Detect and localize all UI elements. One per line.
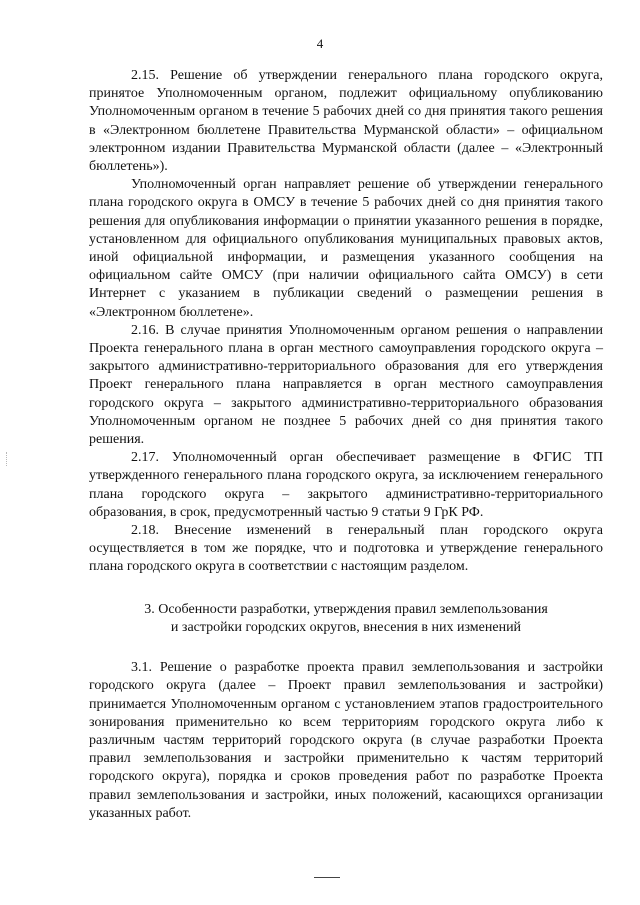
paragraph-2-18: 2.18. Внесение изменений в генеральный план городского округа осуществляется в том же порядке, что и подготовка и утверждение генерального плана городского округа в соответствии с настоящим разделом. bbox=[89, 523, 603, 575]
paragraph-2-15: 2.15. Решение об утверждении генерального плана городского округа, принятое Уполномоченным органом, подлежит официальному опубликованию Уполномоченным органом в течение 5 рабочих дней со дня принятия такого решения в «Электронном бюллетене Правительства Мурманской области» – официальном электронном издании Правительства Мурманской области (далее – «Электронный бюллетень»). bbox=[89, 68, 603, 175]
footer-rule bbox=[314, 877, 340, 878]
section-3-heading bbox=[89, 601, 603, 637]
document-body bbox=[89, 67, 603, 823]
paragraph-2-16: 2.16. В случае принятия Уполномоченным органом решения о направлении Проекта генерального плана в орган местного самоуправления городского округа – закрытого административно-территориального образования для его утверждения Проект генерального плана направляется в орган местного самоуправления городского округа – закрытого административно-территориального образования Уполномоченным органом не позднее 5 рабочих дней со дня принятия такого решения. bbox=[89, 322, 603, 448]
scan-margin-mark bbox=[6, 452, 10, 466]
section-heading-line-1: 3. Особенности разработки, утверждения правил землепользования bbox=[144, 601, 548, 617]
paragraph-2-15-publication: Уполномоченный орган направляет решение об утверждении генерального плана городского округа в ОМСУ в течение 5 рабочих дней со дня принятия такого решения для опубликования информации о принятии указанного решения в порядке, установленном для официального опубликования муниципальных правовых актов, иной официальной информации, и размещения указанного сообщения на официальном сайте ОМСУ (при наличии официального сайта ОМСУ) в сети Интернет с указанием в публикации сведений о размещении решения в «Электронном бюллетене». bbox=[89, 177, 603, 320]
section-heading-line-2: и застройки городских округов, внесения в них изменений bbox=[170, 619, 522, 635]
paragraph-2-17: 2.17. Уполномоченный орган обеспечивает размещение в ФГИС ТП утвержденного генерального плана городского округа, за исключением генерального плана городского округа – закрытого административно-территориального образования, в срок, предусмотренный частью 9 статьи 9 ГрК РФ. bbox=[89, 450, 603, 520]
paragraph-3-1: 3.1. Решение о разработке проекта правил землепользования и застройки городского округа (далее – Проект правил землепользования и застройки) принимается Уполномоченным органом с установлением этапов градостроительного зонирования применительно ко всем территориям городского округа либо к различным частям территорий городского округа (в случае разработки Проекта правил землепользования и застройки применительно к частям территорий городского округа), порядка и сроков проведения работ по разработке Проекта правил землепользования и застройки, иных положений, касающихся организации указанных работ. bbox=[89, 660, 603, 821]
page-number: 4 bbox=[316, 36, 324, 51]
